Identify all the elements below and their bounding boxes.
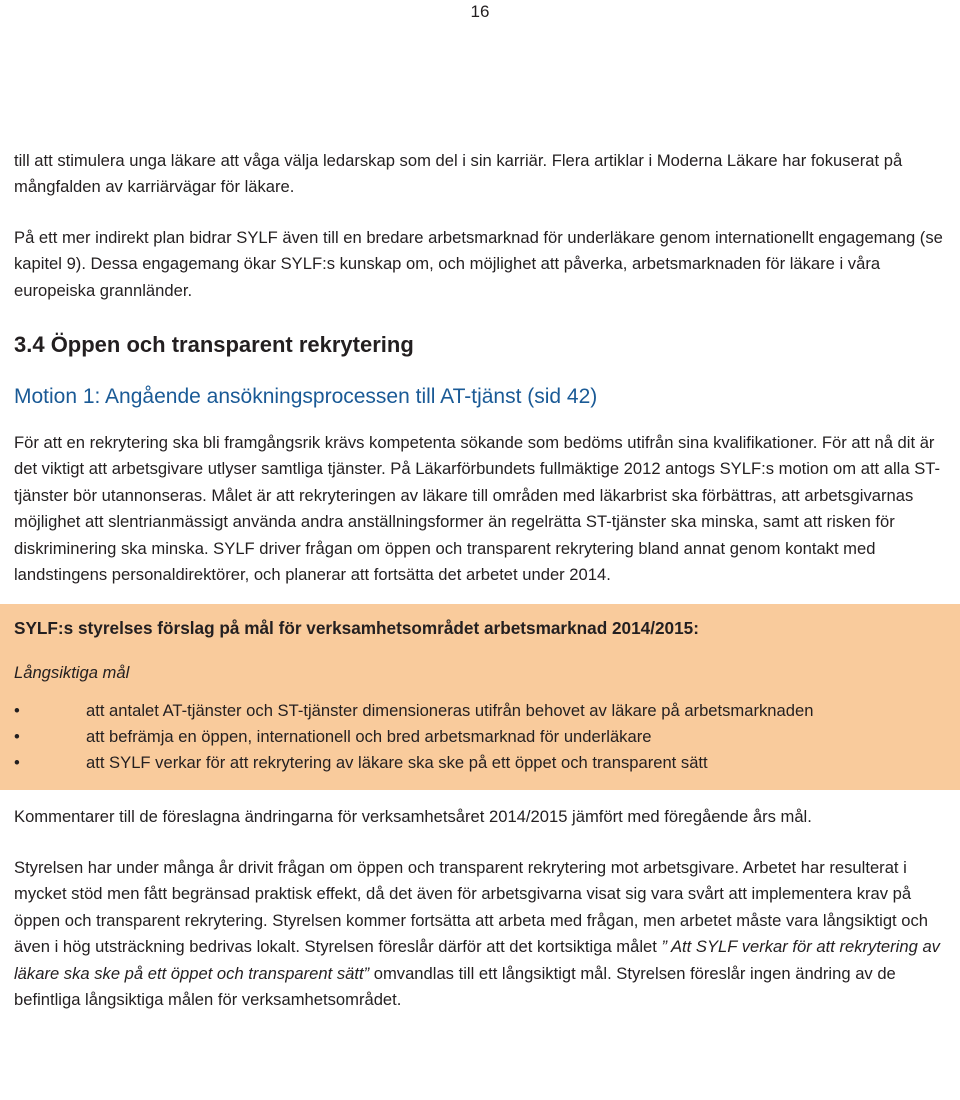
proposal-title: SYLF:s styrelses förslag på mål för verksamhetsområdet arbetsmarknad 2014/2015: — [14, 618, 699, 639]
recruitment-paragraph: För att en rekrytering ska bli framgångsrik krävs kompetenta sökande som bedöms utifrån sina kvalifikationer. För att nå dit är det viktigt att arbetsgivare utlyser samtliga tjänster. På Läkarförbundets fullmäktige 2012 antogs SYLF:s motion om att alla ST-tjänster bör utannonseras. Målet är att rekryteringen av läkare till områden med läkarbrist ska förbättras, att arbetsgivarnas möjlighet att slentrianmässigt använda andra anställningsformer än regelrätta ST-tjänster ska minska, samt att risken för diskriminering ska minska. SYLF driver frågan om öppen och transparent rekrytering bland annat genom kontakt med landstingens personaldirektörer, och planerar att fortsätta det arbetet under 2014. — [14, 433, 941, 585]
page-number: 16 — [470, 2, 490, 21]
goals-list — [14, 698, 946, 776]
comments-paragraph — [14, 855, 954, 1013]
comments-text-after: omvandlas till ett långsiktigt mål. Styrelsen föreslår ingen ändring av de befintliga långsiktiga målen för verksamhetsområdet. — [14, 963, 896, 1009]
long-term-goals-heading: Långsiktiga mål — [14, 663, 130, 683]
goal-text: att antalet AT-tjänster och ST-tjänster dimensioneras utifrån behovet av läkare på arbetsmarknaden — [86, 701, 814, 721]
comments-intro: Kommentarer till de föreslagna ändringarna för verksamhetsåret 2014/2015 jämfört med föregående års mål. — [14, 807, 812, 827]
bullet-icon: • — [14, 753, 20, 773]
list-item — [14, 698, 946, 724]
list-item — [14, 750, 946, 776]
comments-text-before: Styrelsen har under många år drivit frågan om öppen och transparent rekrytering mot arbetsgivare. Arbetet har resulterat i mycket stöd men fått begränsad praktisk effekt, då det även för arbetsgivarna visat sig vara svårt att implementera krav på öppen och transparent rekrytering. Styrelsen kommer fortsätta att arbeta med frågan, men arbetet måste vara långsiktigt och även i hög utsträckning bedrivas lokalt. Styrelsen föreslår därför att det kortsiktiga målet — [14, 857, 929, 957]
page-content — [14, 148, 954, 1013]
bullet-icon: • — [14, 701, 20, 721]
comments-quote: ” Att SYLF verkar för att rekrytering av läkare ska ske på ett öppet och transparent sätt” — [14, 937, 940, 983]
goal-text: att SYLF verkar för att rekrytering av läkare ska ske på ett öppet och transparent sätt — [86, 753, 708, 773]
intro-paragraph: till att stimulera unga läkare att våga välja ledarskap som del i sin karriär. Flera artiklar i Moderna Läkare har fokuserat på mångfalden av karriärvägar för läkare. — [14, 151, 903, 197]
motion-title: Motion 1: Angående ansökningsprocessen till AT-tjänst (sid 42) — [14, 385, 598, 409]
proposal-box — [0, 604, 960, 790]
section-heading: 3.4 Öppen och transparent rekrytering — [14, 332, 414, 358]
goal-text: att befrämja en öppen, internationell och bred arbetsmarknad för underläkare — [86, 727, 652, 747]
list-item — [14, 724, 946, 750]
bullet-icon: • — [14, 727, 20, 747]
international-paragraph: På ett mer indirekt plan bidrar SYLF även till en bredare arbetsmarknad för underläkare genom internationellt engagemang (se kapitel 9). Dessa engagemang ökar SYLF:s kunskap om, och möjlighet att påverka, arbetsmarknaden för läkare i våra europeiska grannländer. — [14, 227, 943, 300]
